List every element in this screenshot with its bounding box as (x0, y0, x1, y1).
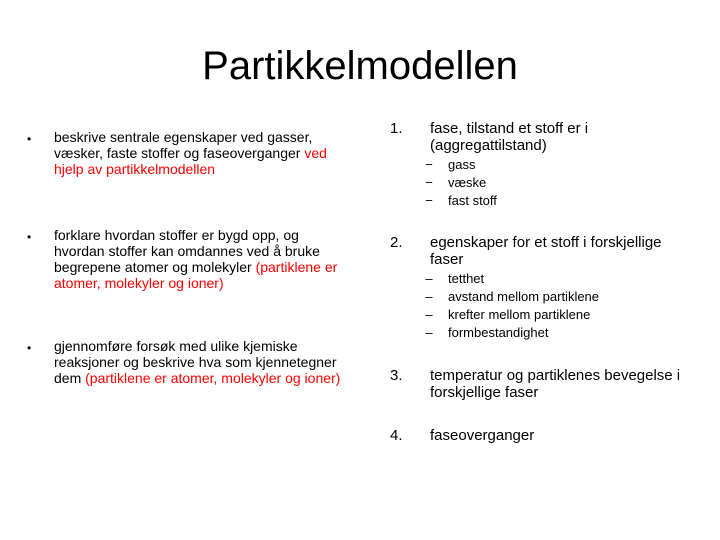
sub-item (422, 288, 702, 306)
sub-item (422, 324, 702, 342)
sub-item-text: avstand mellom partiklene (448, 289, 600, 304)
sub-item-text: krefter mellom partiklene (448, 307, 591, 322)
numbered-item-text: faseoverganger (430, 427, 535, 444)
bullet-text-main: forklare hvordan stoffer er bygd opp, og hvordan stoffer kan omdannes ved å bruke begrepene atomer og molekyler (54, 227, 320, 275)
numbered-item-label: 3. (390, 367, 403, 384)
numbered-item-label: 1. (390, 120, 403, 137)
sub-item (422, 192, 702, 210)
sub-item (422, 306, 702, 324)
bullet-text-highlight: (partiklene er atomer, molekyler og ioner) (85, 370, 341, 386)
sub-item-marker: − (425, 175, 433, 190)
sub-item (422, 270, 702, 288)
bullet-marker: • (27, 132, 32, 146)
bullet-text-highlight: ved hjelp av partikkelmodellen (54, 145, 327, 177)
sub-list (422, 156, 702, 210)
bullet-text (54, 227, 344, 291)
bullet-text-main: gjennomføre forsøk med ulike kjemiske reaksjoner og beskrive hva som kjennetegner dem (54, 338, 337, 386)
sub-item-marker: − (425, 193, 433, 208)
numbered-item-text: egenskaper for et stoff i forskjellige faser (430, 234, 662, 268)
sub-item-marker: – (425, 307, 433, 322)
sub-item-marker: – (425, 325, 433, 340)
sub-item-text: fast stoff (448, 193, 497, 208)
bullet-text (54, 338, 344, 386)
sub-item (422, 174, 702, 192)
sub-item-text: formbestandighet (448, 325, 549, 340)
sub-item-text: tetthet (448, 271, 485, 286)
sub-item-text: gass (448, 157, 476, 172)
sub-item-text: væske (448, 175, 487, 190)
bullet-text-highlight: (partiklene er atomer, molekyler og ioner) (54, 259, 338, 291)
numbered-item-label: 4. (390, 427, 403, 444)
bullet-marker: • (27, 230, 32, 244)
numbered-item-label: 2. (390, 234, 403, 251)
numbered-item-text: temperatur og partiklenes bevegelse i forskjellige faser (430, 367, 681, 401)
bullet-text (54, 129, 344, 177)
slide-title: Partikkelmodellen (202, 44, 518, 88)
bullet-marker: • (27, 341, 32, 355)
sub-item-marker: − (425, 157, 433, 172)
sub-item-marker: – (425, 271, 433, 286)
sub-item (422, 156, 702, 174)
sub-item-marker: – (425, 289, 433, 304)
sub-list (422, 270, 702, 342)
bullet-text-main: beskrive sentrale egenskaper ved gasser, væsker, faste stoffer og faseoverganger (54, 129, 313, 161)
numbered-item-text: fase, tilstand et stoff er i (aggregattilstand) (430, 120, 589, 154)
